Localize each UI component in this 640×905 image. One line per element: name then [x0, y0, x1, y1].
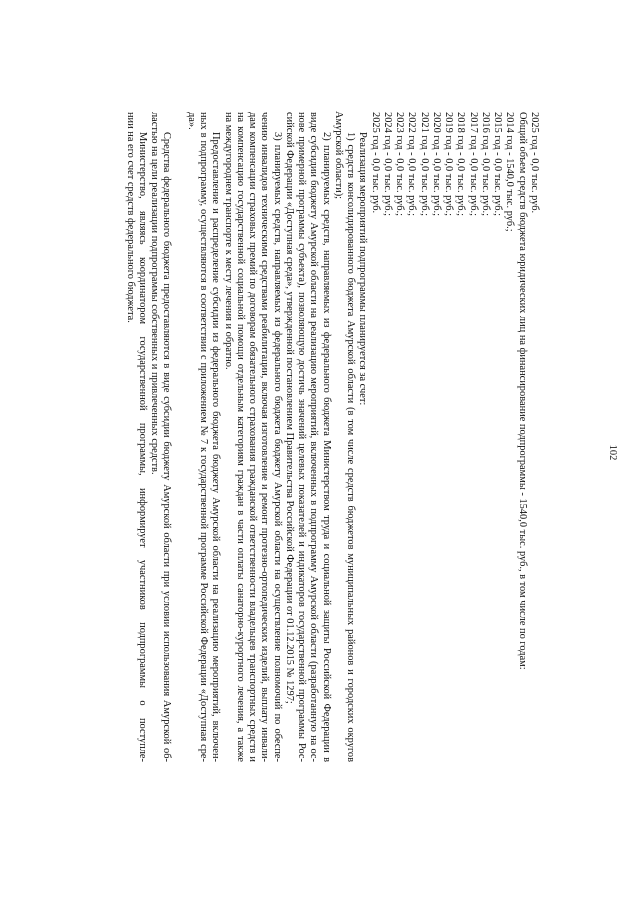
year-line: 2024 год - 0,0 тыс. руб.; [382, 112, 393, 217]
paragraph-line: да». [186, 112, 197, 130]
financing-years-list [369, 112, 516, 762]
year-line: 2022 год - 0,0 тыс. руб.; [406, 112, 418, 217]
document-body [124, 112, 541, 762]
paragraph-line: чению инвалидов техническими средствами реабилитации, включая изготовление и ремонт протезно-ортопедических изделий, выплату инвали- [259, 112, 271, 762]
year-line: 2015 год - 0,0 тыс. руб.; [492, 112, 504, 217]
year-line: 2014 год - 1540,0 тыс. руб.; [504, 112, 516, 232]
year-line: 2020 год - 0,0 тыс. руб.; [431, 112, 442, 217]
paragraph-line: 1) средств консолидированного бюджета Амурской области (в том числе средств бюджетов муниципальных районов и городских округов [345, 132, 357, 762]
financing-tail-line: 2025 год - 0,0 тыс. руб. [529, 112, 540, 214]
paragraph-line: Предоставление и распределение субсидии из федерального бюджета бюджету Амурской области на реализацию мероприятий, включен- [210, 132, 222, 762]
paragraph-2 [283, 112, 332, 762]
paragraph-5 [148, 112, 173, 762]
paragraph-line: ластью на цели реализации подпрограммы собственных и привлеченных средств. [149, 112, 161, 475]
paragraph-gap [173, 112, 185, 762]
paragraph-line: на компенсацию государственной социальной помощи отдельным категориям граждан в части оплаты санаторно-курортного лечения, а также [235, 112, 246, 762]
paragraph-1 [332, 112, 357, 762]
paragraph-line: на междугороднем транспорте к месту лечения и обратно. [222, 112, 234, 370]
paragraph-line: Средства федерального бюджета предоставляются в виде субсидии бюджету Амурской области при условии использования Амурской об- [161, 132, 173, 762]
paragraph-line: виде субсидии бюджету Амурской области на реализацию мероприятий, включенных в подпрограмму Амурской области (разработанную на ос- [308, 112, 320, 762]
paragraph-4 [185, 112, 222, 762]
year-line: 2023 год - 0,0 тыс. руб.; [394, 112, 406, 217]
year-line: 2025 год - 0,0 тыс. руб. [369, 112, 381, 214]
legal-entities-total: Общий объем средств бюджета юридических лиц на финансирование подпрограммы - 1540,0 тыс. руб., в том числе по годам: [516, 112, 528, 670]
paragraph-6 [124, 112, 149, 762]
paragraph-line: сийской Федерации «Доступная среда», утвержденной постановлением Правительства Российской Федерации от 01.12.2015 № 1297; [284, 112, 295, 704]
paragraph-line: дам компенсации страховых премий по договорам обязательного страхования гражданской ответственности владельцев транспортных средств и [247, 112, 259, 762]
page-number: 102 [607, 444, 618, 461]
paragraph-line: Министерство, являясь координатором государственной программы, информирует участников подпрограммы о поступле- [137, 132, 148, 762]
paragraph-line: 3) планируемых средств, направляемых из федерального бюджета бюджету Амурской области на осуществление полномочий по обеспе- [271, 132, 283, 762]
paragraph-line: 2) планируемых средств, направляемых из федерального бюджета Министерством труда и социальной защиты Российской Федерации в [320, 132, 332, 762]
paragraph-line: ных в подпрограмму, осуществляются в соответствии с приложением № 7 к государственной программе Российской Федерации «Доступная сре- [198, 112, 210, 762]
year-line: 2017 год - 0,0 тыс. руб.; [467, 112, 479, 217]
implementation-intro: Реализация мероприятий подпрограммы планируется за счет: [357, 132, 369, 406]
paragraph-line: нове примерной программы субъекта), позволяющую достичь значений целевых показателей и индикаторов государственной программы Рос- [296, 112, 308, 762]
year-line: 2019 год - 0,0 тыс. руб.; [443, 112, 455, 217]
paragraph-line: нии на его счет средств федерального бюджета. [124, 112, 136, 323]
year-line: 2016 год - 0,0 тыс. руб.; [480, 112, 491, 217]
paragraph-3 [222, 112, 283, 762]
year-line: 2021 год - 0,0 тыс. руб.; [418, 112, 430, 217]
year-line: 2018 год - 0,0 тыс. руб.; [455, 112, 467, 217]
paragraph-line: Амурской области); [333, 111, 344, 200]
